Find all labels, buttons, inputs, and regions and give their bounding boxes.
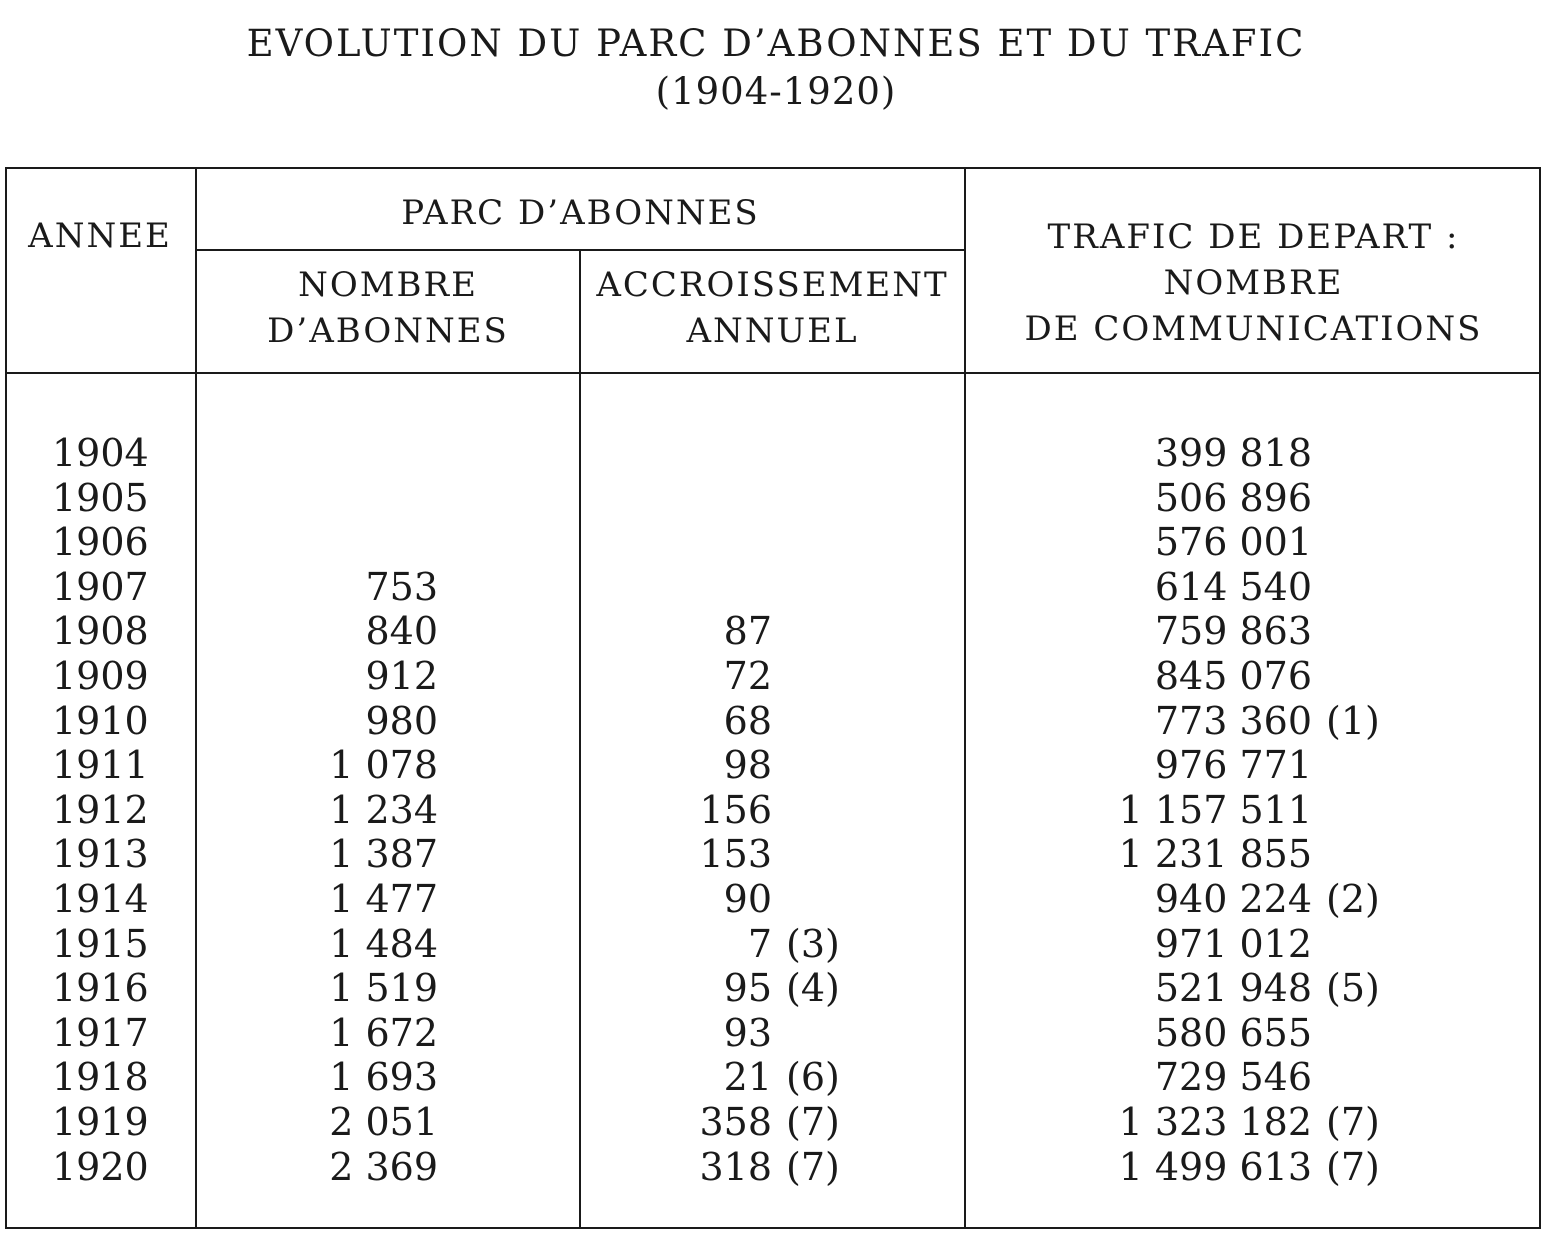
cell-value: 1 157 511 (1118, 787, 1312, 832)
cell-value: 1911 (52, 743, 149, 788)
footnote-marker: (4) (786, 966, 840, 1011)
cell-growth (586, 743, 772, 788)
cell-value: 759 863 (1154, 609, 1312, 654)
cell-subscribers (200, 609, 438, 654)
header-year: ANNEE (28, 216, 172, 256)
cell-value: 1918 (52, 1055, 149, 1100)
header-line: ANNUEL (686, 311, 859, 351)
cell-growth (586, 565, 772, 610)
cell-traffic (968, 565, 1312, 610)
cell-year (52, 476, 162, 521)
cell-growth (586, 609, 772, 654)
cell-value: 1919 (52, 1099, 149, 1144)
column-growth (586, 431, 840, 1189)
header-line: NOMBRE (298, 265, 478, 305)
cell-value: 1905 (52, 475, 149, 520)
column-traffic (968, 431, 1380, 1189)
footnote-marker: (1) (1326, 698, 1380, 743)
cell-year (52, 654, 162, 699)
cell-traffic (968, 654, 1312, 699)
cell-subscribers (200, 743, 438, 788)
cell-value: 1906 (52, 520, 149, 565)
cell-traffic (968, 698, 1380, 744)
cell-growth (586, 1144, 840, 1190)
cell-year (52, 743, 162, 788)
cell-traffic (968, 1055, 1312, 1100)
cell-growth (586, 431, 772, 476)
header-line: NOMBRE (1163, 263, 1344, 303)
cell-value: 153 (699, 832, 772, 877)
cell-value: 940 224 (1154, 876, 1312, 921)
header-growth (581, 262, 964, 354)
cell-subscribers (200, 1055, 438, 1100)
cell-growth (586, 788, 772, 833)
cell-value: 845 076 (1154, 653, 1312, 698)
cell-value: 729 546 (1154, 1055, 1312, 1100)
cell-subscribers (200, 922, 438, 967)
header-line: ACCROISSEMENT (596, 265, 949, 305)
cell-value: 980 (365, 698, 438, 743)
cell-value: 7 (747, 921, 772, 966)
cell-value: 1 323 182 (1118, 1099, 1312, 1144)
cell-value: 912 (365, 653, 438, 698)
cell-traffic (968, 1099, 1380, 1145)
footnote-marker: (6) (786, 1055, 840, 1100)
cell-value: 358 (699, 1099, 772, 1144)
footnote-marker: (7) (1326, 1099, 1380, 1144)
cell-value: 976 771 (1154, 743, 1312, 788)
cell-year (52, 877, 162, 922)
cell-subscribers (200, 699, 438, 744)
cell-value: 1 231 855 (1118, 832, 1312, 877)
cell-subscribers (200, 1145, 438, 1190)
cell-year (52, 788, 162, 833)
cell-value: 773 360 (1154, 698, 1312, 743)
cell-value: 72 (723, 653, 772, 698)
header-subscribers (197, 262, 579, 354)
cell-year (52, 1100, 162, 1145)
cell-value: 753 (365, 564, 438, 609)
cell-year (52, 832, 162, 877)
cell-year (52, 520, 162, 565)
cell-traffic (968, 922, 1312, 967)
cell-value: 87 (723, 609, 772, 654)
cell-value: 1920 (52, 1144, 149, 1189)
cell-growth (586, 654, 772, 699)
cell-year (52, 431, 162, 476)
footnote-marker: (7) (1326, 1144, 1380, 1189)
cell-growth (586, 1011, 772, 1056)
cell-traffic (968, 476, 1312, 521)
cell-subscribers (200, 832, 438, 877)
cell-year (52, 922, 162, 967)
cell-value: 318 (699, 1144, 772, 1189)
cell-value: 1 477 (329, 876, 438, 921)
cell-subscribers (200, 431, 438, 476)
cell-traffic (968, 520, 1312, 565)
cell-growth (586, 966, 840, 1011)
cell-traffic (968, 609, 1312, 654)
cell-value: 840 (365, 609, 438, 654)
cell-value: 1916 (52, 966, 149, 1011)
header-divider (5, 372, 1541, 374)
cell-value: 1908 (52, 609, 149, 654)
header-traffic (966, 214, 1541, 352)
cell-value: 2 051 (329, 1099, 438, 1144)
cell-value: 580 655 (1154, 1010, 1312, 1055)
cell-value: 1914 (52, 876, 149, 921)
footnote-marker: (2) (1326, 876, 1380, 921)
footnote-marker: (3) (786, 921, 840, 966)
cell-traffic (968, 966, 1380, 1011)
column-year (52, 431, 162, 1189)
cell-value: 2 369 (329, 1144, 438, 1189)
cell-subscribers (200, 966, 438, 1011)
cell-year (52, 609, 162, 654)
cell-value: 1913 (52, 832, 149, 877)
cell-value: 1 484 (329, 921, 438, 966)
cell-traffic (968, 1144, 1380, 1190)
cell-value: 1910 (52, 698, 149, 743)
cell-value: 1909 (52, 653, 149, 698)
cell-year (52, 1145, 162, 1190)
cell-value: 1 387 (329, 832, 438, 877)
cell-value: 1 499 613 (1118, 1144, 1312, 1189)
cell-year (52, 1055, 162, 1100)
cell-growth (586, 1055, 840, 1100)
cell-value: 156 (699, 787, 772, 832)
header-line: D’ABONNES (267, 311, 509, 351)
cell-value: 971 012 (1154, 921, 1312, 966)
cell-value: 93 (723, 1010, 772, 1055)
cell-growth (586, 1099, 840, 1145)
page-title: EVOLUTION DU PARC D’ABONNES ET DU TRAFIC (246, 22, 1306, 65)
footnote-marker: (7) (786, 1144, 840, 1189)
cell-value: 1904 (52, 431, 149, 475)
cell-value: 1 078 (329, 743, 438, 788)
cell-value: 1917 (52, 1010, 149, 1055)
cell-traffic (968, 743, 1312, 788)
cell-subscribers (200, 877, 438, 922)
cell-growth (586, 520, 772, 565)
cell-value: 399 818 (1154, 431, 1312, 475)
cell-value: 1 519 (329, 966, 438, 1011)
footnote-marker: (5) (1326, 966, 1380, 1011)
cell-subscribers (200, 1011, 438, 1056)
cell-growth (586, 877, 772, 922)
cell-year (52, 966, 162, 1011)
cell-year (52, 565, 162, 610)
header-line: DE COMMUNICATIONS (1024, 309, 1483, 349)
cell-subscribers (200, 520, 438, 565)
column-subscribers (200, 431, 438, 1189)
cell-value: 614 540 (1154, 564, 1312, 609)
column-divider (579, 250, 581, 1229)
cell-traffic (968, 431, 1312, 476)
cell-traffic (968, 788, 1312, 833)
cell-value: 1907 (52, 564, 149, 609)
cell-value: 521 948 (1154, 966, 1312, 1011)
footnote-marker: (7) (786, 1099, 840, 1144)
cell-traffic (968, 1011, 1312, 1056)
cell-subscribers (200, 565, 438, 610)
header-subscriber-group: PARC D’ABONNES (401, 193, 760, 233)
cell-traffic (968, 832, 1312, 877)
page-subtitle: (1904-1920) (655, 70, 897, 113)
cell-subscribers (200, 654, 438, 699)
cell-value: 1 672 (329, 1010, 438, 1055)
cell-subscribers (200, 476, 438, 521)
header-line: TRAFIC DE DEPART : (1047, 217, 1460, 257)
cell-value: 90 (723, 876, 772, 921)
cell-year (52, 1011, 162, 1056)
cell-growth (586, 476, 772, 521)
cell-value: 68 (723, 698, 772, 743)
cell-value: 506 896 (1154, 475, 1312, 520)
cell-value: 95 (723, 966, 772, 1011)
cell-value: 1915 (52, 921, 149, 966)
cell-growth (586, 832, 772, 877)
cell-value: 1 693 (329, 1055, 438, 1100)
cell-value: 1 234 (329, 787, 438, 832)
cell-traffic (968, 876, 1380, 922)
cell-value: 576 001 (1154, 520, 1312, 565)
cell-value: 21 (723, 1055, 772, 1100)
cell-growth (586, 921, 840, 967)
cell-growth (586, 699, 772, 744)
cell-subscribers (200, 788, 438, 833)
header-divider (195, 249, 966, 251)
cell-year (52, 699, 162, 744)
cell-value: 98 (723, 743, 772, 788)
cell-subscribers (200, 1100, 438, 1145)
cell-value: 1912 (52, 787, 149, 832)
